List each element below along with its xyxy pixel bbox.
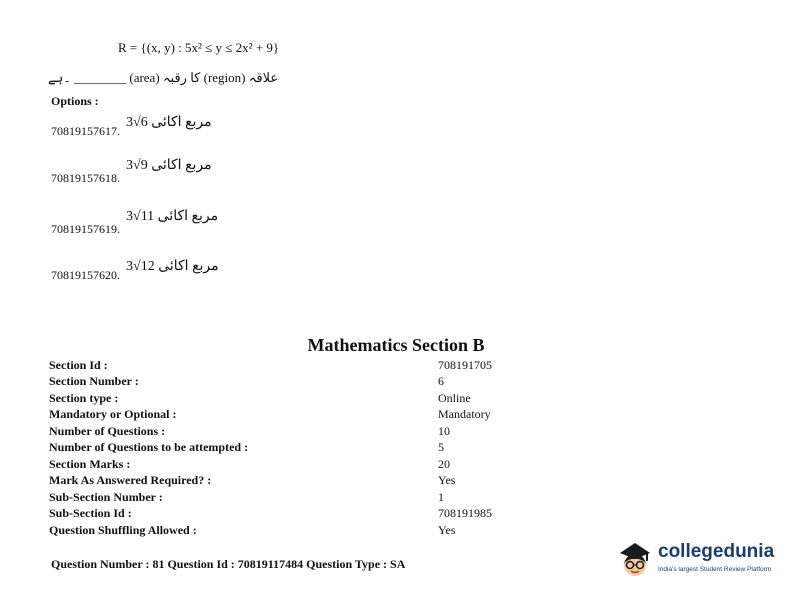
subsection-number-key: Sub-Section Number :	[49, 490, 163, 504]
mandatory-key: Mandatory or Optional :	[49, 407, 177, 421]
option-id-4: 70819157620.	[51, 268, 120, 282]
shuffling-key: Question Shuffling Allowed :	[49, 523, 197, 537]
option-unit-1: مربع اکائی	[151, 115, 212, 130]
mandatory-value: Mandatory	[438, 407, 491, 421]
option-id-2: 70819157618.	[51, 171, 120, 185]
shuffling-value: Yes	[438, 523, 456, 537]
option-unit-2: مربع اکائی	[151, 158, 212, 173]
option-answer-4[interactable]	[126, 258, 219, 275]
option-id-3: 70819157619.	[51, 222, 120, 236]
subsection-number-value: 1	[438, 490, 444, 504]
logo-tagline: India's largest Student Review Platform	[658, 566, 772, 573]
section-number-key: Section Number :	[49, 374, 139, 388]
option-answer-3[interactable]	[126, 208, 218, 225]
option-unit-4: مربع اکائی	[158, 259, 219, 274]
option-value-1: 6√3	[126, 115, 148, 130]
option-value-2: 9√3	[126, 158, 148, 173]
option-id-1: 70819157617.	[51, 124, 120, 138]
question-urdu-text	[48, 70, 278, 86]
collegedunia-logo	[614, 537, 774, 583]
section-title: Mathematics Section B	[307, 335, 485, 355]
options-label: Options :	[51, 94, 99, 108]
num-attempt-value: 5	[438, 440, 444, 454]
section-id-value: 708191705	[438, 358, 492, 372]
urdu-sentence: ۔ہے ________ (area) کا رقبہ (region) علاقہ	[48, 70, 279, 85]
option-answer-2[interactable]	[126, 157, 212, 174]
num-questions-key: Number of Questions :	[49, 424, 166, 438]
section-number-value: 6	[438, 374, 444, 388]
option-value-4: 12√3	[126, 259, 155, 274]
num-questions-value: 10	[438, 424, 450, 438]
option-unit-3: مربع اکائی	[157, 209, 219, 224]
mark-answered-value: Yes	[438, 473, 456, 487]
question-equation: R = {(x, y) : 5x² ≤ y ≤ 2x² + 9}	[118, 40, 280, 55]
section-marks-value: 20	[438, 457, 450, 471]
num-attempt-key: Number of Questions to be attempted :	[49, 440, 249, 454]
section-type-value: Online	[438, 391, 471, 405]
section-type-key: Section type :	[49, 391, 119, 405]
option-value-3: 11√3	[126, 209, 155, 224]
question-header-line: Question Number : 81 Question Id : 70819117484 Question Type : SA	[51, 557, 406, 571]
section-marks-key: Section Marks :	[49, 457, 131, 471]
student-mascot-icon	[616, 539, 654, 581]
mark-answered-key: Mark As Answered Required? :	[49, 473, 212, 487]
section-id-key: Section Id :	[49, 358, 108, 372]
subsection-id-key: Sub-Section Id :	[49, 506, 132, 520]
logo-wordmark: collegedunia	[658, 541, 775, 562]
subsection-id-value: 708191985	[438, 506, 492, 520]
option-answer-1[interactable]	[126, 114, 212, 131]
